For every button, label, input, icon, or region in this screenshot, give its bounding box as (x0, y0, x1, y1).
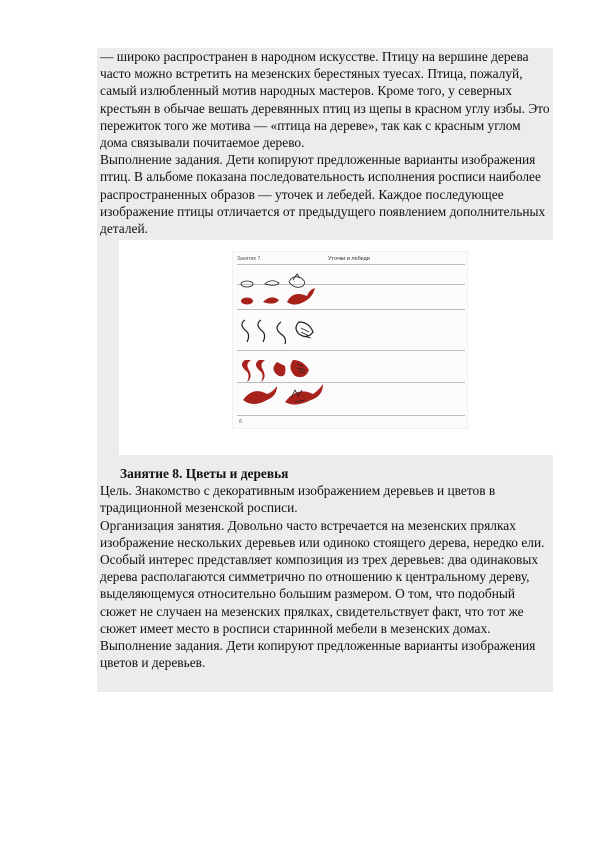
lesson-heading: Занятие 8. Цветы и деревья (120, 466, 289, 481)
row-swan-outlines (242, 320, 313, 344)
large-bird-detailed (285, 384, 323, 405)
worksheet-title: Уточки и лебеди (328, 256, 370, 262)
swan-red-3 (273, 362, 285, 376)
row-outline-birds (241, 274, 305, 287)
swan-outline-3 (277, 322, 286, 344)
lesson-block (97, 455, 553, 692)
top-text-block (97, 48, 553, 240)
bird-outline-2 (265, 281, 279, 286)
bird-drawings (233, 252, 467, 428)
worksheet-image (232, 251, 468, 429)
worksheet-page-number: 8 (239, 419, 242, 425)
swan-outline-4 (296, 322, 313, 337)
paragraph-goal: Цель. Знакомство с декоративным изображением деревьев и цветов в традиционной мезенской росписи. (100, 483, 496, 516)
paragraph-task-flowers: Выполнение задания. Дети копируют предложенные варианты изображения цветов и деревьев. (100, 638, 536, 671)
shaded-margin-strip (97, 240, 119, 455)
paragraph-bird-motif: — широко распространен в народном искусстве. Птицу на вершине дерева часто можно встретить на мезенских берестяных туесах. Птица, пожалуй, самый излюбленный мотив народных мастеров. Кроме того, у северных крестьян в обычае вешать деревянных птиц из щепы в красном углу избы. Это пережиток того же мотива — «птица на дереве», так как с красным углом дома связывали почитаемое дерево. (100, 49, 550, 151)
bird-red-3 (287, 288, 315, 305)
paragraph-task-birds: Выполнение задания. Дети копируют предложенные варианты изображения птиц. В альбоме показана последовательность исполнения росписи наиболее распространенных образов — уточек и лебедей. Каждое последующее изображение птицы отличается от предыдущего появлением дополнительных деталей. (100, 152, 546, 237)
row-swan-red (242, 360, 309, 382)
row-red-birds (241, 288, 315, 305)
bird-red-2 (263, 297, 279, 303)
swan-outline-1 (242, 320, 249, 342)
paragraph-organization: Организация занятия. Довольно часто встречается на мезенских прялках изображение нескольких деревьев или одиноко стоящего дерева, нередко ели. Особый интерес представляет композиция из трех деревьев: два одинаковых дерева располагаются симметрично по отношению к центральному дереву, выделяющемуся относительно большим размером. О том, что подобный сюжет не случаен на мезенских прялках, свидетельствует факт, что тот же сюжет имеет место в росписи старинной мебели в мезенских домах. (100, 517, 545, 636)
swan-red-1 (242, 360, 251, 382)
large-bird-red (243, 386, 277, 404)
bird-red-1 (241, 298, 253, 305)
row-large-birds (243, 384, 323, 405)
swan-red-2 (256, 360, 265, 382)
swan-outline-2 (258, 320, 265, 342)
bird-outline-1 (241, 281, 253, 287)
worksheet-header-left: Занятие 7. (237, 256, 262, 262)
bird-outline-3 (289, 274, 305, 287)
